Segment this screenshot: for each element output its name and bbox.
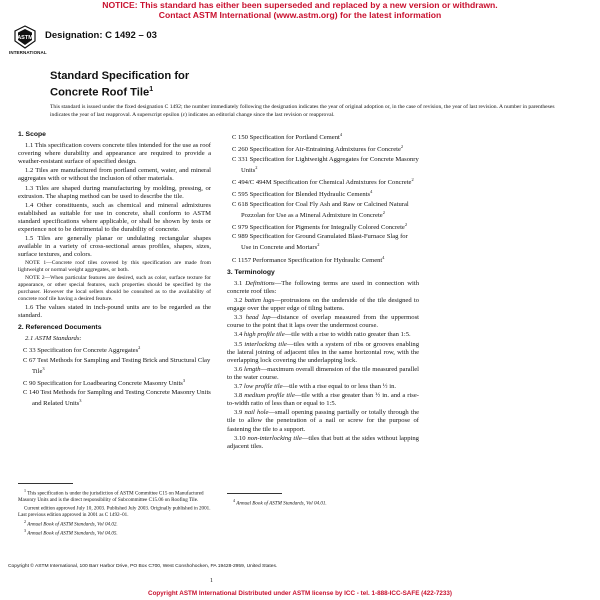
reference-item	[227, 201, 419, 220]
reference-footnote-mark: 3	[79, 398, 82, 404]
term-name: medium profile tile	[244, 392, 295, 400]
reference-text: C 979 Specification for Pigments for Integrally Colored Concrete	[232, 224, 405, 232]
paragraph-1-1: 1.1 This specification covers concrete tiles intended for the use as roof covering where durability and appearance are required to provide a weather-resistant surface of specified design.	[18, 142, 211, 166]
reference-item	[227, 254, 419, 265]
footnote-text: Annual Book of ASTM Standards, Vol 04.02.	[27, 521, 118, 528]
term-text: protrusions on the underside of the tile designed to engage over the upper edge of tiling battens.	[227, 297, 419, 313]
superseded-notice	[0, 0, 600, 20]
reference-footnote-mark: 4	[370, 189, 373, 195]
term-name: head lap	[245, 314, 271, 322]
term-text: tile with a rise to width ratio greater than 1:5.	[291, 331, 411, 339]
term-name: batten lugs	[244, 297, 275, 305]
reference-item	[227, 156, 419, 175]
footnotes-right	[227, 498, 419, 507]
term-number: 3.8	[234, 392, 243, 400]
reference-footnote-mark: 2	[138, 345, 141, 351]
paragraph-2-1	[18, 335, 211, 343]
paragraph-1-2: 1.2 Tiles are manufactured from portland cement, water, and mineral aggregates with or without the inclusion of other materials.	[18, 167, 211, 183]
reference-text: C 90 Specification for Loadbearing Concrete Masonry Units	[23, 380, 183, 388]
term-text: maximum overall dimension of the tile measured parallel to the water course.	[227, 365, 420, 381]
reference-item	[227, 176, 419, 187]
footnotes-left	[18, 488, 211, 537]
section-heading-referenced-documents: 2. Referenced Documents	[18, 324, 102, 332]
note-1: NOTE 1—Concrete roof tiles covered by this specification are made from lightweight or normal weight aggregates, or both.	[18, 260, 211, 274]
footnote-mark: 2	[24, 518, 26, 524]
paragraph-1-6: 1.6 The values stated in inch-pound units are to be regarded as the standard.	[18, 303, 211, 319]
footnote-rule-left	[18, 483, 73, 484]
term-separator: —	[284, 331, 292, 339]
term-text: tiles that butt at the sides without lapping adjacent tiles.	[227, 434, 419, 450]
reference-footnote-mark: 2	[404, 221, 408, 227]
term-name: non-interlocking tile	[247, 434, 302, 442]
footnote-mark: 3	[24, 527, 26, 533]
term-definition	[227, 409, 419, 433]
footnote-text: Annual Book of ASTM Standards, Vol 04.05.	[27, 530, 118, 537]
term-definition	[227, 280, 419, 296]
reference-text: C 989 Specification for Ground Granulated Blast-Furnace Slag for Use in Concrete and Mortars	[232, 233, 408, 252]
term-name: high profile tile	[243, 331, 285, 339]
left-column	[18, 131, 211, 410]
issuance-note: This standard is issued under the fixed designation C 1492; the number immediately following the designation indicates the year of original adoption or, in the case of revision, the year of last revision. A number in parentheses indicates the year of last reapproval. A superscript epsilon (ε) indicates an editorial change since the last revision or reapproval.	[50, 104, 555, 118]
reference-footnote-mark: 2	[255, 164, 258, 170]
reference-item	[18, 377, 211, 388]
footnote	[18, 519, 211, 528]
title-line-1: Standard Specification for	[50, 70, 190, 82]
term-number: 3.4	[234, 331, 243, 339]
term-text: The following terms are used in connection with concrete roof tiles:	[227, 279, 419, 295]
reference-footnote-mark: 3	[42, 365, 45, 371]
paragraph-1-5: 1.5 Tiles are generally planar or undulating rectangular shapes available in a variety of cross-sectional areas profiles, shapes, sizes, surface textures, and colors.	[18, 235, 211, 259]
reference-text: C 595 Specification for Blended Hydraulic Cements	[232, 191, 371, 199]
reference-text: C 331 Specification for Lightweight Aggregates for Concrete Masonry Units	[232, 155, 419, 174]
term-definition	[227, 435, 419, 451]
term-separator: —	[270, 314, 278, 322]
term-number: 3.2	[234, 297, 243, 305]
reference-footnote-mark: 2	[317, 242, 320, 248]
term-name: low profile tile	[243, 383, 283, 391]
term-separator: —	[282, 383, 290, 391]
term-text: tile with a rise equal to or less than ½ in.	[289, 383, 397, 391]
term-definition	[227, 383, 419, 391]
designation: Designation: C 1492 – 03	[45, 30, 157, 41]
footnote	[18, 488, 211, 503]
document-title	[50, 70, 189, 100]
term-separator: —	[274, 279, 282, 287]
reference-text: C 140 Test Methods for Sampling and Testing Concrete Masonry Units and Related Units	[23, 389, 211, 408]
term-separator: —	[268, 409, 275, 417]
logo-text: ASTM	[17, 35, 33, 41]
paragraph-1-3: 1.3 Tiles are shaped during manufacturing by molding, pressing, or extrusion. The shaping method can be used to describe the tile.	[18, 184, 211, 200]
term-definition	[227, 366, 419, 382]
term-definition	[227, 314, 419, 330]
term-name: Definitions	[245, 279, 275, 287]
logo-subtext: INTERNATIONAL	[9, 50, 47, 55]
term-separator: —	[274, 297, 281, 305]
title-line-2: Concrete Roof Tile	[50, 86, 150, 99]
reference-text: C 1157 Performance Specification for Hydraulic Cement	[232, 256, 383, 264]
term-number: 3.6	[234, 365, 243, 373]
reference-item	[227, 188, 419, 199]
term-text: distance of overlap measured from the uppermost course to the point that it laps over the undermost course.	[227, 314, 419, 330]
reference-footnote-mark: 3	[182, 377, 186, 383]
footnote	[227, 498, 419, 507]
license-notice: Copyright ASTM International Distributed under ASTM license by ICC - tel. 1-888-ICC-SAFE (422-7233)	[148, 590, 452, 597]
footnote-rule-right	[227, 493, 282, 494]
reference-item	[227, 143, 419, 154]
reference-text: C 33 Specification for Concrete Aggregates	[23, 347, 139, 355]
note-2: NOTE 2—When particular features are desired, such as color, surface texture for appearance, or other special features, such properties should be specified by the purchaser. However the local sellers should be consulted as to the availability of concrete roof tile having a desired feature.	[18, 275, 211, 302]
reference-text: C 494/C 494M Specification for Chemical Admixtures for Concrete	[232, 179, 412, 187]
right-column	[227, 131, 419, 452]
term-definition	[227, 392, 419, 408]
footnote-text: This specification is under the jurisdiction of ASTM Committee C15 on Manufactured Masonry Units and is the direct responsibility of Subcommittee C15.06 on Roofing Tile.	[18, 490, 204, 503]
footnote-text: Current edition approved July 10, 2003. Published July 2003. Originally published in 2001. Last previous edition approved in 2001 as C 1492–01.	[18, 505, 211, 519]
section-heading-scope: 1. Scope	[18, 131, 46, 138]
reference-text: C 67 Test Methods for Sampling and Testing Brick and Structural Clay Tile	[23, 356, 211, 375]
section-heading-terminology: 3. Terminology	[227, 268, 275, 276]
term-text: small opening passing partially or totally through the tile to allow the penetration of a nail or screw for the purpose of fastening the tile to a support.	[227, 409, 419, 433]
title-footnote-mark: 1	[149, 86, 154, 93]
reference-footnote-mark: 2	[411, 176, 414, 182]
term-definition	[227, 331, 419, 339]
term-text: tile with a rise greater than ½ in. and a rise-to-width ratio of less than or equal to 1:5.	[227, 392, 419, 408]
term-separator: —	[286, 340, 294, 348]
term-number: 3.9	[234, 409, 243, 417]
term-name: nail hole	[244, 409, 269, 417]
reference-item	[18, 389, 211, 408]
footnote-mark: 1	[24, 488, 26, 493]
astm-logo	[14, 25, 36, 49]
footnote	[18, 528, 211, 537]
paragraph-1-4: 1.4 Other constituents, such as chemical and mineral admixtures established as suitable for use in concrete, shall conform to ASTM standard specifications where applicable, or shall be shown by tests or experience not to be detrimental to the durability of concrete.	[18, 201, 211, 234]
reference-footnote-mark: 4	[382, 254, 385, 260]
copyright-line: Copyright © ASTM International, 100 Barr Harbor Drive, PO Box C700, West Conshohocken, PA 19428-2959, United States.	[8, 564, 278, 569]
reference-item	[227, 233, 419, 252]
reference-list-left	[18, 344, 211, 408]
reference-list-right	[227, 131, 419, 265]
term-number: 3.5	[234, 340, 243, 348]
term-definition	[227, 341, 419, 365]
footnote	[18, 503, 211, 518]
footnote-text: Annual Book of ASTM Standards, Vol 04.01.	[236, 500, 327, 507]
reference-text: C 260 Specification for Air-Entraining Admixtures for Concrete	[232, 146, 401, 154]
reference-item	[227, 131, 419, 142]
term-text: tiles with a system of ribs or grooves enabling the lateral joining of adjacent tiles in the same horizontal row, with the overlapping lock covering the underlapping lock.	[227, 340, 419, 364]
term-name: length	[244, 365, 261, 373]
term-definition	[227, 297, 419, 313]
terminology-list	[227, 280, 419, 451]
astm-standards-label: 2.1 ASTM Standards:	[25, 335, 82, 343]
reference-item	[18, 357, 211, 376]
term-separator: —	[294, 392, 302, 400]
notice-line-1: NOTICE: This standard has either been superseded and replaced by a new version or withdrawn.	[102, 0, 498, 10]
notice-line-2: Contact ASTM International (www.astm.org) for the latest information	[158, 10, 442, 20]
term-number: 3.3	[234, 314, 243, 322]
reference-footnote-mark: 2	[400, 144, 404, 150]
page-number: 1	[210, 578, 213, 584]
reference-item	[227, 221, 419, 232]
term-separator: —	[301, 434, 309, 442]
reference-footnote-mark: 4	[339, 132, 343, 137]
term-separator: —	[260, 365, 268, 373]
term-number: 3.1	[234, 279, 243, 287]
reference-item	[18, 344, 211, 355]
footnote-mark: 4	[233, 498, 235, 503]
term-number: 3.7	[234, 383, 243, 391]
reference-footnote-mark: 2	[382, 209, 385, 215]
reference-text: C 618 Specification for Coal Fly Ash and Raw or Calcined Natural Pozzolan for Use as a Mineral Admixture in Concrete	[232, 200, 409, 219]
term-number: 3.10	[234, 434, 246, 442]
term-name: interlocking tile	[244, 340, 287, 348]
reference-text: C 150 Specification for Portland Cement	[232, 134, 340, 142]
